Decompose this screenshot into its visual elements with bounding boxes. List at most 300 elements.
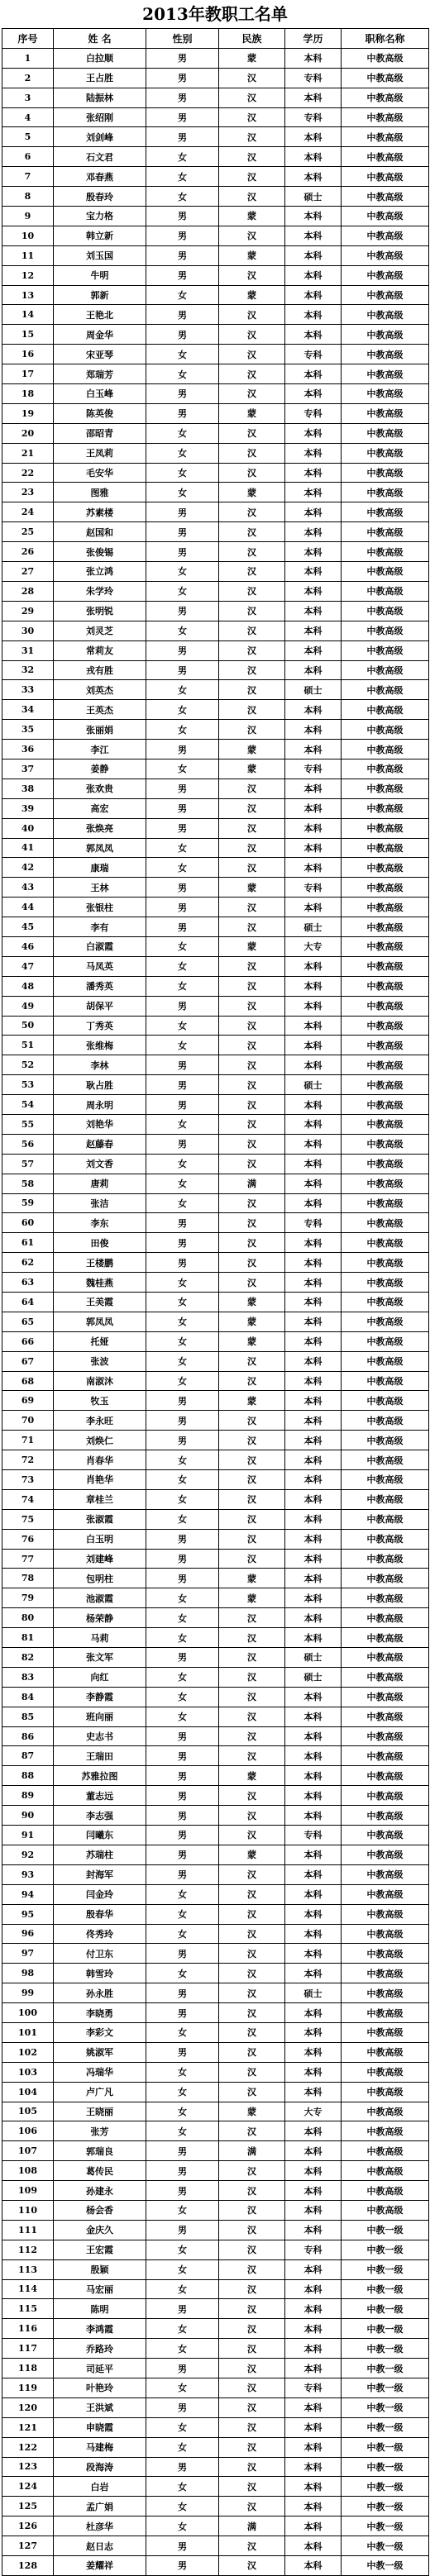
cell-index: 107 [2, 2141, 54, 2161]
cell-title-rank: 中教高级 [342, 996, 429, 1016]
table-row [2, 107, 429, 127]
cell-education: 本科 [285, 2279, 342, 2299]
cell-education: 本科 [285, 2556, 342, 2576]
table-row [2, 1884, 429, 1904]
cell-name: 张欢贵 [54, 779, 146, 798]
cell-index: 127 [2, 2536, 54, 2556]
cell-ethnicity: 汉 [219, 384, 285, 404]
cell-title-rank: 中教一级 [342, 2477, 429, 2497]
cell-education: 本科 [285, 502, 342, 522]
cell-name: 张立鸿 [54, 562, 146, 582]
cell-name: 刘英杰 [54, 680, 146, 700]
cell-name: 向红 [54, 1667, 146, 1687]
cell-name: 魏桂燕 [54, 1273, 146, 1293]
cell-index: 58 [2, 1174, 54, 1193]
cell-ethnicity: 汉 [219, 1233, 285, 1253]
table-row [2, 68, 429, 88]
cell-ethnicity: 汉 [219, 2279, 285, 2299]
table-row [2, 1233, 429, 1253]
cell-name: 牛明 [54, 265, 146, 285]
cell-title-rank: 中教高级 [342, 956, 429, 976]
cell-title-rank: 中教高级 [342, 936, 429, 956]
table-row [2, 2299, 429, 2319]
cell-ethnicity: 汉 [219, 1114, 285, 1134]
cell-title-rank: 中教高级 [342, 2141, 429, 2161]
cell-index: 23 [2, 483, 54, 502]
cell-ethnicity: 汉 [219, 1193, 285, 1213]
table-row [2, 779, 429, 798]
cell-ethnicity: 蒙 [219, 1331, 285, 1351]
cell-name: 王林 [54, 878, 146, 898]
cell-education: 本科 [285, 996, 342, 1016]
cell-education: 本科 [285, 2397, 342, 2417]
cell-ethnicity: 汉 [219, 1746, 285, 1766]
cell-ethnicity: 汉 [219, 2359, 285, 2378]
cell-name: 金庆久 [54, 2220, 146, 2240]
cell-name: 唐莉 [54, 1174, 146, 1193]
cell-ethnicity: 汉 [219, 1253, 285, 1273]
cell-gender: 男 [146, 2181, 219, 2201]
cell-title-rank: 中教高级 [342, 1549, 429, 1569]
cell-gender: 男 [146, 265, 219, 285]
cell-gender: 女 [146, 2022, 219, 2042]
cell-index: 79 [2, 1588, 54, 1608]
cell-ethnicity: 汉 [219, 1371, 285, 1391]
table-row [2, 1134, 429, 1154]
cell-name: 王艳北 [54, 305, 146, 325]
cell-name: 耿占胜 [54, 1075, 146, 1095]
cell-gender: 男 [146, 1529, 219, 1549]
cell-title-rank: 中教高级 [342, 2200, 429, 2220]
cell-name: 邓春燕 [54, 167, 146, 187]
cell-education: 本科 [285, 423, 342, 443]
cell-name: 陈英俊 [54, 403, 146, 423]
cell-education: 本科 [285, 88, 342, 107]
cell-name: 潘秀英 [54, 976, 146, 996]
cell-index: 61 [2, 1233, 54, 1253]
cell-index: 35 [2, 720, 54, 740]
cell-name: 张俊锡 [54, 542, 146, 562]
cell-ethnicity: 蒙 [219, 936, 285, 956]
table-row [2, 956, 429, 976]
cell-index: 19 [2, 403, 54, 423]
cell-education: 本科 [285, 2417, 342, 2437]
cell-education: 本科 [285, 1114, 342, 1134]
table-row [2, 1826, 429, 1845]
cell-index: 64 [2, 1293, 54, 1312]
table-row [2, 2240, 429, 2259]
staff-table [2, 28, 429, 2576]
cell-education: 本科 [285, 956, 342, 976]
table-row [2, 403, 429, 423]
cell-gender: 女 [146, 187, 219, 207]
cell-name: 白玉明 [54, 1529, 146, 1549]
cell-index: 99 [2, 1983, 54, 2003]
cell-education: 本科 [285, 898, 342, 917]
cell-title-rank: 中教高级 [342, 838, 429, 858]
cell-title-rank: 中教高级 [342, 2042, 429, 2062]
cell-education: 本科 [285, 858, 342, 878]
cell-ethnicity: 蒙 [219, 1766, 285, 1786]
cell-education: 本科 [285, 660, 342, 680]
table-row [2, 1273, 429, 1293]
cell-gender: 女 [146, 2516, 219, 2536]
cell-name: 康瑞 [54, 858, 146, 878]
cell-name: 张焕亮 [54, 818, 146, 838]
cell-gender: 男 [146, 1786, 219, 1806]
cell-ethnicity: 汉 [219, 1648, 285, 1668]
cell-name: 苏瑞柱 [54, 1845, 146, 1864]
cell-gender: 女 [146, 2259, 219, 2279]
cell-education: 本科 [285, 1746, 342, 1766]
cell-education: 本科 [285, 1845, 342, 1864]
cell-title-rank: 中教高级 [342, 1864, 429, 1884]
cell-name: 杜彦华 [54, 2516, 146, 2536]
cell-gender: 男 [146, 1845, 219, 1864]
cell-gender: 女 [146, 1174, 219, 1193]
cell-index: 37 [2, 759, 54, 779]
cell-gender: 女 [146, 1331, 219, 1351]
cell-name: 申晓霞 [54, 2417, 146, 2437]
cell-title-rank: 中教高级 [342, 1391, 429, 1411]
cell-index: 91 [2, 1826, 54, 1845]
cell-title-rank: 中教高级 [342, 1470, 429, 1490]
cell-index: 122 [2, 2437, 54, 2457]
cell-index: 117 [2, 2339, 54, 2359]
cell-index: 69 [2, 1391, 54, 1411]
cell-gender: 男 [146, 740, 219, 759]
cell-name: 孟广娟 [54, 2497, 146, 2516]
cell-index: 16 [2, 345, 54, 364]
table-row [2, 1193, 429, 1213]
table-row [2, 2003, 429, 2023]
cell-education: 本科 [285, 207, 342, 226]
cell-ethnicity: 汉 [219, 2457, 285, 2477]
table-row [2, 187, 429, 207]
cell-gender: 男 [146, 2397, 219, 2417]
cell-ethnicity: 汉 [219, 127, 285, 147]
cell-index: 49 [2, 996, 54, 1016]
cell-name: 杨会香 [54, 2200, 146, 2220]
cell-title-rank: 中教高级 [342, 107, 429, 127]
table-row [2, 1667, 429, 1687]
cell-education: 本科 [285, 2082, 342, 2102]
cell-ethnicity: 汉 [219, 1806, 285, 1826]
cell-education: 本科 [285, 167, 342, 187]
cell-title-rank: 中教高级 [342, 1331, 429, 1351]
cell-title-rank: 中教高级 [342, 1134, 429, 1154]
cell-name: 毛安华 [54, 463, 146, 483]
cell-name: 刘玉国 [54, 245, 146, 265]
cell-education: 本科 [285, 2062, 342, 2082]
cell-education: 本科 [285, 1174, 342, 1193]
cell-title-rank: 中教高级 [342, 1687, 429, 1707]
table-row [2, 1391, 429, 1411]
cell-name: 段海涛 [54, 2457, 146, 2477]
table-row [2, 2319, 429, 2339]
cell-ethnicity: 蒙 [219, 2102, 285, 2121]
cell-title-rank: 中教高级 [342, 1233, 429, 1253]
cell-title-rank: 中教高级 [342, 1509, 429, 1529]
cell-ethnicity: 汉 [219, 2042, 285, 2062]
header-education: 学历 [285, 29, 342, 49]
table-row [2, 364, 429, 384]
cell-name: 李鸿霞 [54, 2319, 146, 2339]
cell-name: 张维梅 [54, 1036, 146, 1055]
cell-gender: 女 [146, 345, 219, 364]
cell-gender: 女 [146, 2240, 219, 2259]
cell-ethnicity: 汉 [219, 1134, 285, 1154]
cell-gender: 女 [146, 2477, 219, 2497]
cell-title-rank: 中教高级 [342, 1628, 429, 1648]
table-row [2, 1016, 429, 1036]
cell-education: 本科 [285, 1233, 342, 1253]
table-row [2, 1628, 429, 1648]
cell-education: 本科 [285, 1293, 342, 1312]
cell-gender: 女 [146, 720, 219, 740]
table-row [2, 1648, 429, 1668]
cell-index: 65 [2, 1312, 54, 1331]
cell-ethnicity: 汉 [219, 167, 285, 187]
table-row [2, 1509, 429, 1529]
cell-gender: 男 [146, 1411, 219, 1431]
cell-title-rank: 中教高级 [342, 1608, 429, 1628]
cell-education: 本科 [285, 305, 342, 325]
cell-gender: 男 [146, 996, 219, 1016]
cell-index: 111 [2, 2220, 54, 2240]
cell-ethnicity: 汉 [219, 68, 285, 88]
cell-ethnicity: 汉 [219, 1213, 285, 1233]
cell-index: 71 [2, 1431, 54, 1450]
cell-education: 本科 [285, 364, 342, 384]
cell-index: 77 [2, 1549, 54, 1569]
cell-ethnicity: 汉 [219, 1273, 285, 1293]
table-row [2, 285, 429, 305]
table-row [2, 2161, 429, 2181]
cell-index: 10 [2, 226, 54, 245]
cell-index: 42 [2, 858, 54, 878]
cell-ethnicity: 汉 [219, 2022, 285, 2042]
cell-title-rank: 中教高级 [342, 562, 429, 582]
cell-title-rank: 中教高级 [342, 1944, 429, 1964]
cell-gender: 女 [146, 1351, 219, 1371]
cell-gender: 男 [146, 127, 219, 147]
cell-title-rank: 中教一级 [342, 2378, 429, 2397]
cell-ethnicity: 汉 [219, 2003, 285, 2023]
cell-name: 冯瑞华 [54, 2062, 146, 2082]
cell-education: 本科 [285, 2536, 342, 2556]
cell-gender: 男 [146, 2161, 219, 2181]
cell-title-rank: 中教一级 [342, 2299, 429, 2319]
cell-gender: 男 [146, 1766, 219, 1786]
cell-gender: 女 [146, 700, 219, 720]
cell-index: 72 [2, 1450, 54, 1470]
cell-education: 本科 [285, 147, 342, 167]
cell-education: 专科 [285, 2378, 342, 2397]
cell-education: 硕士 [285, 187, 342, 207]
cell-gender: 男 [146, 207, 219, 226]
cell-name: 王占胜 [54, 68, 146, 88]
cell-gender: 男 [146, 1055, 219, 1075]
cell-ethnicity: 汉 [219, 88, 285, 107]
cell-education: 本科 [285, 818, 342, 838]
table-row [2, 976, 429, 996]
cell-education: 本科 [285, 2319, 342, 2339]
cell-name: 姜耀祥 [54, 2556, 146, 2576]
cell-education: 本科 [285, 1431, 342, 1450]
cell-ethnicity: 汉 [219, 2299, 285, 2319]
cell-gender: 女 [146, 2319, 219, 2339]
table-row [2, 740, 429, 759]
cell-gender: 男 [146, 68, 219, 88]
cell-education: 硕士 [285, 1648, 342, 1668]
cell-gender: 女 [146, 2082, 219, 2102]
table-row [2, 996, 429, 1016]
cell-gender: 男 [146, 1391, 219, 1411]
cell-ethnicity: 汉 [219, 680, 285, 700]
cell-title-rank: 中教高级 [342, 1667, 429, 1687]
cell-education: 本科 [285, 127, 342, 147]
cell-ethnicity: 汉 [219, 2556, 285, 2576]
cell-index: 24 [2, 502, 54, 522]
cell-ethnicity: 蒙 [219, 285, 285, 305]
cell-index: 118 [2, 2359, 54, 2378]
cell-gender: 男 [146, 2220, 219, 2240]
cell-education: 本科 [285, 1154, 342, 1174]
cell-education: 本科 [285, 1134, 342, 1154]
cell-name: 殷春玲 [54, 187, 146, 207]
cell-name: 韩雪玲 [54, 1964, 146, 1983]
cell-ethnicity: 汉 [219, 660, 285, 680]
cell-title-rank: 中教高级 [342, 1826, 429, 1845]
cell-name: 杨荣静 [54, 1608, 146, 1628]
cell-education: 本科 [285, 1904, 342, 1924]
cell-name: 刘建峰 [54, 1549, 146, 1569]
cell-name: 史志书 [54, 1726, 146, 1746]
cell-index: 51 [2, 1036, 54, 1055]
cell-ethnicity: 汉 [219, 1431, 285, 1450]
cell-gender: 男 [146, 1746, 219, 1766]
cell-title-rank: 中教一级 [342, 2339, 429, 2359]
cell-name: 苏素楼 [54, 502, 146, 522]
cell-title-rank: 中教高级 [342, 2082, 429, 2102]
cell-name: 张波 [54, 1351, 146, 1371]
cell-education: 本科 [285, 1588, 342, 1608]
cell-education: 本科 [285, 1509, 342, 1529]
cell-name: 郭瑞良 [54, 2141, 146, 2161]
header-title-rank: 职称名称 [342, 29, 429, 49]
cell-title-rank: 中教高级 [342, 818, 429, 838]
cell-gender: 女 [146, 936, 219, 956]
header-index: 序号 [2, 29, 54, 49]
cell-title-rank: 中教高级 [342, 1450, 429, 1470]
cell-ethnicity: 汉 [219, 1036, 285, 1055]
cell-ethnicity: 汉 [219, 858, 285, 878]
cell-name: 李志强 [54, 1806, 146, 1826]
cell-title-rank: 中教一级 [342, 2457, 429, 2477]
cell-name: 刘灵芝 [54, 621, 146, 640]
cell-education: 本科 [285, 1470, 342, 1490]
cell-title-rank: 中教高级 [342, 1746, 429, 1766]
cell-title-rank: 中教高级 [342, 858, 429, 878]
cell-gender: 女 [146, 1293, 219, 1312]
table-row [2, 1371, 429, 1391]
cell-education: 本科 [285, 779, 342, 798]
cell-index: 52 [2, 1055, 54, 1075]
table-row [2, 2181, 429, 2201]
cell-index: 80 [2, 1608, 54, 1628]
cell-ethnicity: 汉 [219, 1786, 285, 1806]
cell-education: 本科 [285, 976, 342, 996]
table-row [2, 483, 429, 502]
cell-gender: 女 [146, 483, 219, 502]
cell-education: 本科 [285, 1411, 342, 1431]
cell-title-rank: 中教高级 [342, 1193, 429, 1213]
cell-index: 1 [2, 48, 54, 68]
table-row [2, 1786, 429, 1806]
cell-title-rank: 中教高级 [342, 502, 429, 522]
cell-education: 专科 [285, 68, 342, 88]
table-row [2, 2516, 429, 2536]
cell-index: 128 [2, 2556, 54, 2576]
cell-gender: 女 [146, 1509, 219, 1529]
cell-title-rank: 中教高级 [342, 1489, 429, 1509]
cell-name: 刘文香 [54, 1154, 146, 1174]
cell-index: 63 [2, 1273, 54, 1293]
cell-index: 112 [2, 2240, 54, 2259]
table-row [2, 127, 429, 147]
table-row [2, 245, 429, 265]
table-row [2, 463, 429, 483]
cell-education: 本科 [285, 1944, 342, 1964]
cell-index: 11 [2, 245, 54, 265]
table-row [2, 2457, 429, 2477]
cell-ethnicity: 汉 [219, 345, 285, 364]
cell-index: 83 [2, 1667, 54, 1687]
cell-title-rank: 中教高级 [342, 364, 429, 384]
cell-title-rank: 中教高级 [342, 740, 429, 759]
cell-title-rank: 中教高级 [342, 1884, 429, 1904]
cell-name: 殷颖 [54, 2259, 146, 2279]
cell-title-rank: 中教高级 [342, 127, 429, 147]
cell-gender: 男 [146, 1648, 219, 1668]
table-row [2, 1095, 429, 1115]
cell-title-rank: 中教高级 [342, 2181, 429, 2201]
cell-education: 本科 [285, 1450, 342, 1470]
cell-title-rank: 中教高级 [342, 403, 429, 423]
cell-title-rank: 中教高级 [342, 2022, 429, 2042]
cell-name: 胡保平 [54, 996, 146, 1016]
cell-education: 本科 [285, 2477, 342, 2497]
cell-gender: 男 [146, 2042, 219, 2062]
cell-title-rank: 中教高级 [342, 621, 429, 640]
table-row [2, 1312, 429, 1331]
table-row [2, 700, 429, 720]
cell-gender: 女 [146, 1707, 219, 1726]
cell-index: 54 [2, 1095, 54, 1115]
cell-title-rank: 中教高级 [342, 187, 429, 207]
cell-name: 牧玉 [54, 1391, 146, 1411]
cell-education: 本科 [285, 1273, 342, 1293]
cell-gender: 女 [146, 2417, 219, 2437]
cell-ethnicity: 汉 [219, 265, 285, 285]
cell-ethnicity: 汉 [219, 542, 285, 562]
cell-name: 闫曦东 [54, 1826, 146, 1845]
table-row [2, 2536, 429, 2556]
cell-gender: 男 [146, 1983, 219, 2003]
table-row [2, 2497, 429, 2516]
cell-index: 27 [2, 562, 54, 582]
